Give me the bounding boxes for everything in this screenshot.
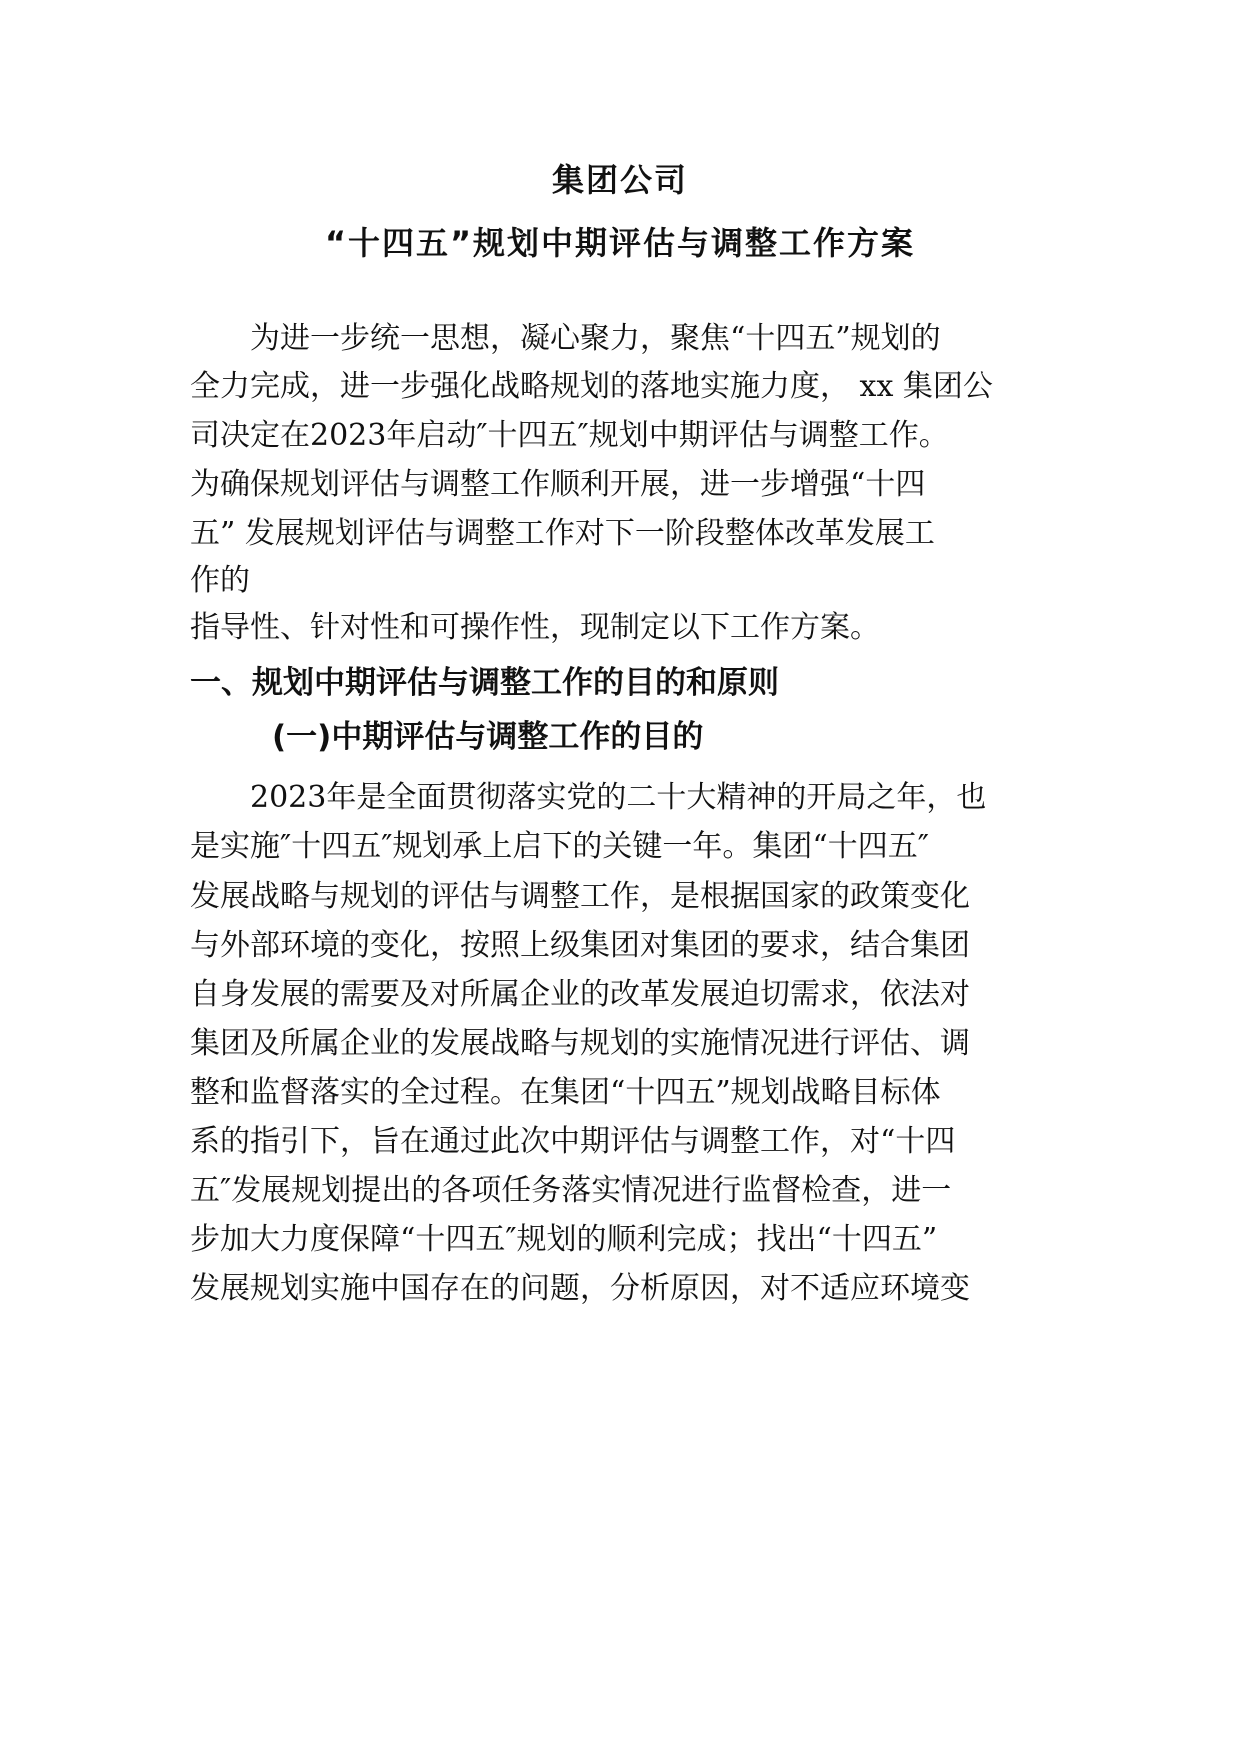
document-title-line-1: 集团公司 (551, 161, 688, 199)
intro-paragraph-line: 为进一步统一思想，凝心聚力，聚焦“十四五”规划的 (190, 321, 941, 356)
intro-paragraph-line: 为确保规划评估与调整工作顺利开展，进一步增强“十四 (190, 467, 926, 502)
body-paragraph-line: 是实施″十四五″规划承上启下的关键一年。集团“十四五″ (190, 829, 929, 864)
body-paragraph-line: 2023年是全面贯彻落实党的二十大精神的开局之年，也 (190, 780, 987, 815)
section-heading: 一、规划中期评估与调整工作的目的和原则 (190, 665, 779, 701)
intro-paragraph-line: 作的 (190, 563, 250, 598)
intro-paragraph-line: 全力完成，进一步强化战略规划的落地实施力度， xx 集团公 (190, 369, 993, 404)
body-paragraph-line: 整和监督落实的全过程。在集团“十四五”规划战略目标体 (190, 1075, 941, 1110)
intro-paragraph-line: 指导性、针对性和可操作性，现制定以下工作方案。 (190, 610, 880, 645)
body-paragraph-line: 系的指引下，旨在通过此次中期评估与调整工作，对“十四 (190, 1124, 956, 1159)
body-paragraph-line: 发展规划实施中国存在的问题，分析原因，对不适应环境变 (190, 1271, 970, 1306)
document-title-line-2: “十四五”规划中期评估与调整工作方案 (324, 224, 916, 262)
subsection-heading: (一)中期评估与调整工作的目的 (272, 719, 704, 755)
intro-paragraph-line: 司决定在2023年启动″十四五″规划中期评估与调整工作。 (190, 418, 949, 453)
body-paragraph-line: 五″发展规划提出的各项任务落实情况进行监督检查，进一 (190, 1173, 952, 1208)
body-paragraph-line: 集团及所属企业的发展战略与规划的实施情况进行评估、调 (190, 1026, 970, 1061)
intro-paragraph-line: 五” 发展规划评估与调整工作对下一阶段整体改革发展工 (190, 516, 935, 551)
body-paragraph-line: 发展战略与规划的评估与调整工作，是根据国家的政策变化 (190, 879, 970, 914)
body-paragraph-line: 步加大力度保障“十四五″规划的顺利完成；找出“十四五” (190, 1222, 938, 1257)
body-paragraph-line: 自身发展的需要及对所属企业的改革发展迫切需求，依法对 (190, 977, 970, 1012)
body-paragraph-line: 与外部环境的变化，按照上级集团对集团的要求，结合集团 (190, 928, 970, 963)
